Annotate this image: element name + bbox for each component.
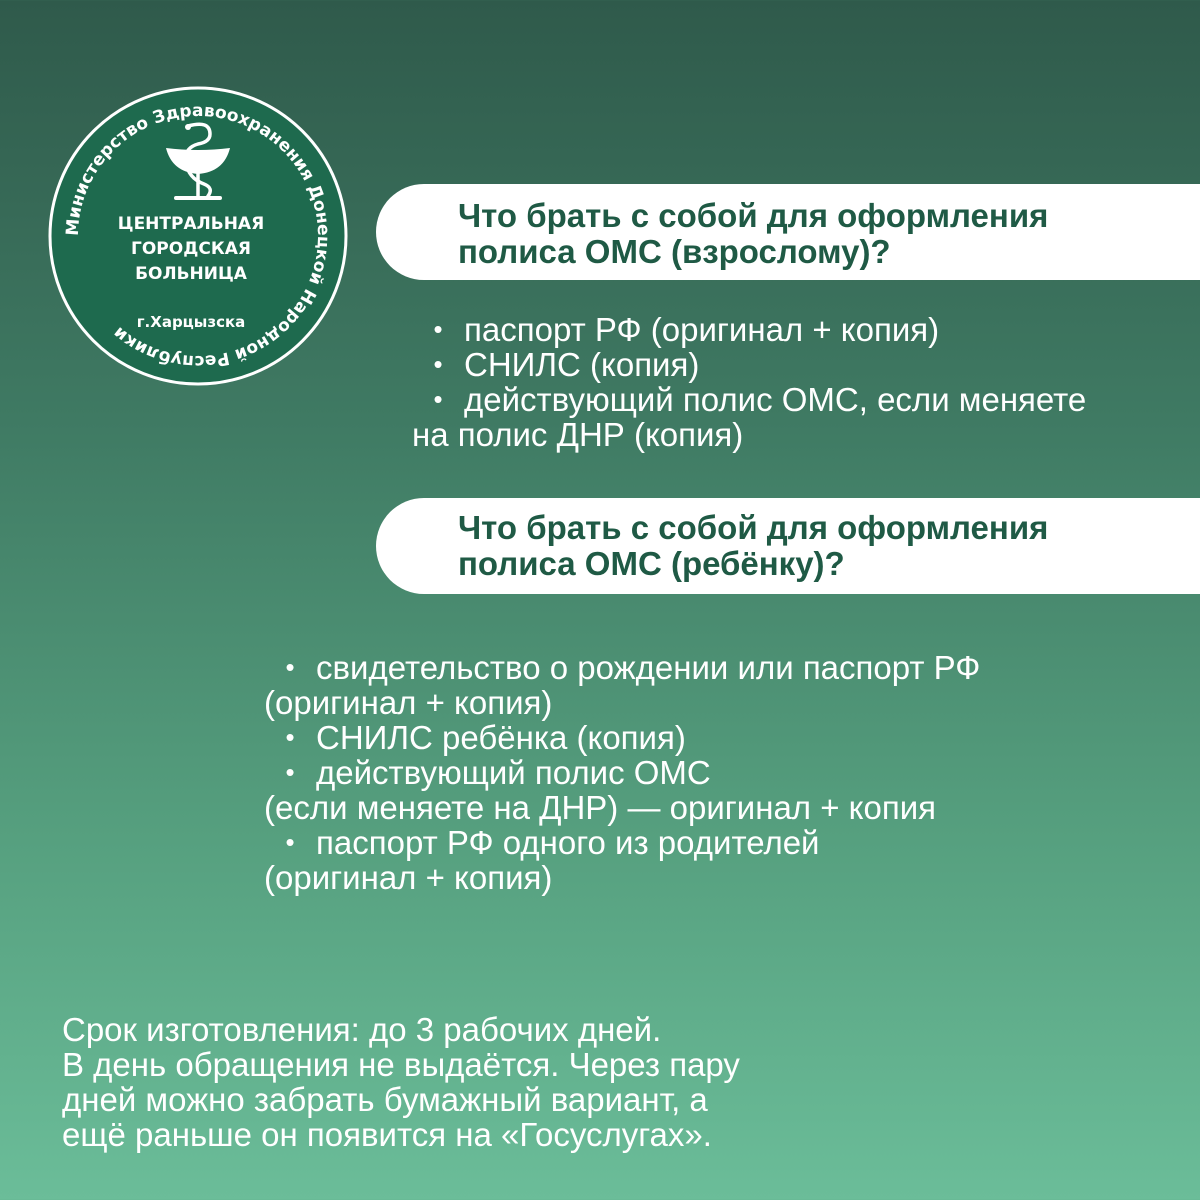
- list-item: • действующий полис ОМС, если меняете: [412, 382, 1086, 417]
- logo-circle: [50, 88, 346, 384]
- adult-document-list: [412, 312, 1086, 452]
- note-line: В день обращения не выдаётся. Через пару: [62, 1046, 740, 1083]
- list-item: • СНИЛС (копия): [412, 347, 1086, 382]
- child-title-line-1: Что брать с собой для оформления: [458, 509, 1049, 546]
- list-item: • свидетельство о рождении или паспорт РФ: [264, 650, 980, 685]
- bullet: •: [285, 722, 295, 752]
- list-item: • действующий полис ОМС: [264, 755, 980, 790]
- logo-city: г.Харцызска: [136, 313, 246, 331]
- production-time-note: [62, 1012, 740, 1152]
- bullet: •: [285, 827, 295, 857]
- adult-title-banner: [376, 184, 1200, 280]
- list-item-continuation: (если меняете на ДНР) — оригинал + копия: [264, 789, 937, 826]
- hospital-logo: [48, 86, 348, 386]
- note-line: Срок изготовления: до 3 рабочих дней.: [62, 1011, 662, 1048]
- list-item-continuation: (оригинал + копия): [264, 684, 553, 721]
- list-item: • СНИЛС ребёнка (копия): [264, 720, 980, 755]
- child-title-banner: [376, 498, 1200, 594]
- adult-title-line-1: Что брать с собой для оформления: [458, 197, 1049, 234]
- note-line: ещё раньше он появится на «Госуслугах».: [62, 1116, 712, 1153]
- list-item-continuation: (оригинал + копия): [264, 859, 553, 896]
- adult-title-line-2: полиса ОМС (взрослому)?: [458, 233, 891, 270]
- note-line: дней можно забрать бумажный вариант, а: [62, 1081, 708, 1118]
- bullet: •: [433, 314, 443, 344]
- bullet: •: [433, 349, 443, 379]
- bullet: •: [433, 384, 443, 414]
- logo-name-line-3: БОЛЬНИЦА: [135, 264, 247, 284]
- list-item: • паспорт РФ (оригинал + копия): [412, 312, 1086, 347]
- logo-name-line-2: ГОРОДСКАЯ: [131, 239, 251, 259]
- list-item-continuation: на полис ДНР (копия): [412, 416, 744, 453]
- child-title-line-2: полиса ОМС (ребёнку)?: [458, 545, 845, 582]
- list-item: • паспорт РФ одного из родителей: [264, 825, 980, 860]
- bullet: •: [285, 757, 295, 787]
- logo-ring-text: Министерство Здравоохранения Донецкой Народной Республики: [62, 100, 334, 372]
- logo-name-line-1: ЦЕНТРАЛЬНАЯ: [117, 214, 265, 234]
- bullet: •: [285, 652, 295, 682]
- child-document-list: [264, 650, 980, 895]
